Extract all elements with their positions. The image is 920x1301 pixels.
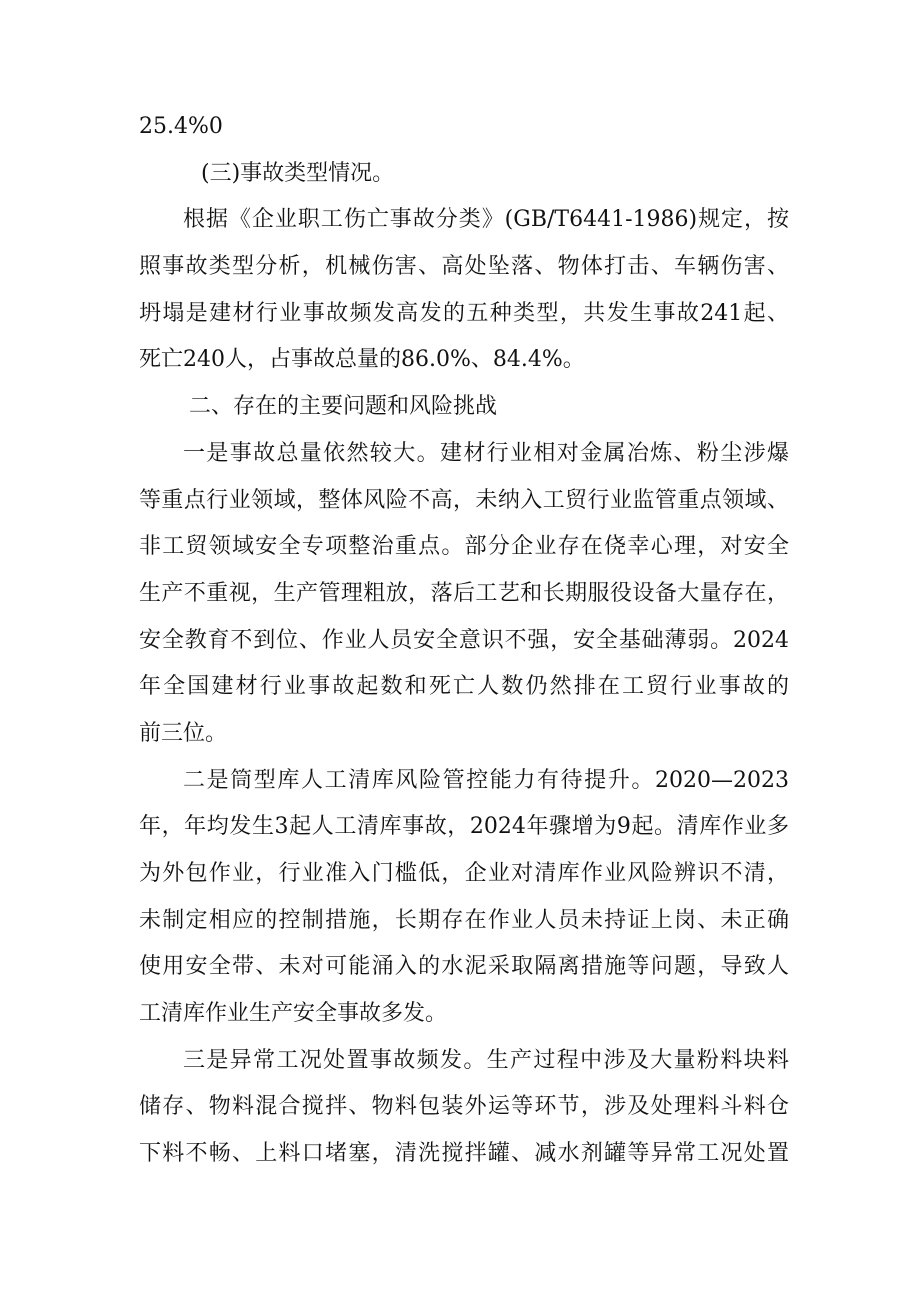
paragraph-line: 一是事故总量依然较大。建材行业相对金属冶炼、粉尘涉爆 [183, 440, 789, 466]
paragraph-line: 生产不重视，生产管理粗放，落后工艺和长期服役设备大量存在， [139, 580, 789, 606]
paragraph-line: 前三位。 [139, 720, 228, 746]
paragraph-line: 使用安全带、未对可能涌入的水泥采取隔离措施等问题，导致人 [139, 954, 789, 980]
paragraph-line: 非工贸领域安全专项整治重点。部分企业存在侥幸心理，对安全 [139, 534, 789, 560]
paragraph-line: 年全国建材行业事故起数和死亡人数仍然排在工贸行业事故的 [139, 674, 789, 700]
paragraph-line: 下料不畅、上料口堵塞，清洗搅拌罐、减水剂罐等异常工况处置 [139, 1141, 789, 1167]
paragraph-line: 工清库作业生产安全事故多发。 [139, 1001, 448, 1027]
paragraph-line: 安全教育不到位、作业人员安全意识不强，安全基础薄弱。2024 [139, 627, 789, 653]
text-line: 25.4%0 [139, 114, 223, 139]
paragraph-line: 照事故类型分析，机械伤害、高处坠落、物体打击、车辆伤害、 [139, 254, 789, 280]
paragraph-line: 年，年均发生3起人工清库事故，2024年骤增为9起。清库作业多 [139, 814, 789, 840]
document-body [139, 104, 789, 1178]
paragraph-line: 三是异常工况处置事故频发。生产过程中涉及大量粉料块料 [183, 1047, 789, 1073]
paragraph-line: 储存、物料混合搅拌、物料包装外运等环节，涉及处理料斗料仓 [139, 1094, 789, 1120]
paragraph-line: 根据《企业职工伤亡事故分类》(GB/T6441-1986)规定，按 [183, 207, 789, 233]
paragraph-line: 坍塌是建材行业事故频发高发的五种类型，共发生事故241起、 [139, 300, 789, 326]
section-heading: (三)事故类型情况。 [201, 160, 395, 186]
paragraph-line: 为外包作业，行业准入门槛低，企业对清库作业风险辨识不清， [139, 861, 789, 886]
paragraph-line: 未制定相应的控制措施，长期存在作业人员未持证上岗、未正确 [139, 907, 789, 933]
paragraph-line: 死亡240人，占事故总量的86.0%、84.4%。 [139, 347, 585, 373]
paragraph-line: 等重点行业领域，整体风险不高，未纳入工贸行业监管重点领域、 [139, 487, 789, 513]
section-heading: 二、存在的主要问题和风险挑战 [189, 394, 498, 420]
paragraph-line: 二是筒型库人工清库风险管控能力有待提升。2020—2023 [183, 767, 789, 793]
